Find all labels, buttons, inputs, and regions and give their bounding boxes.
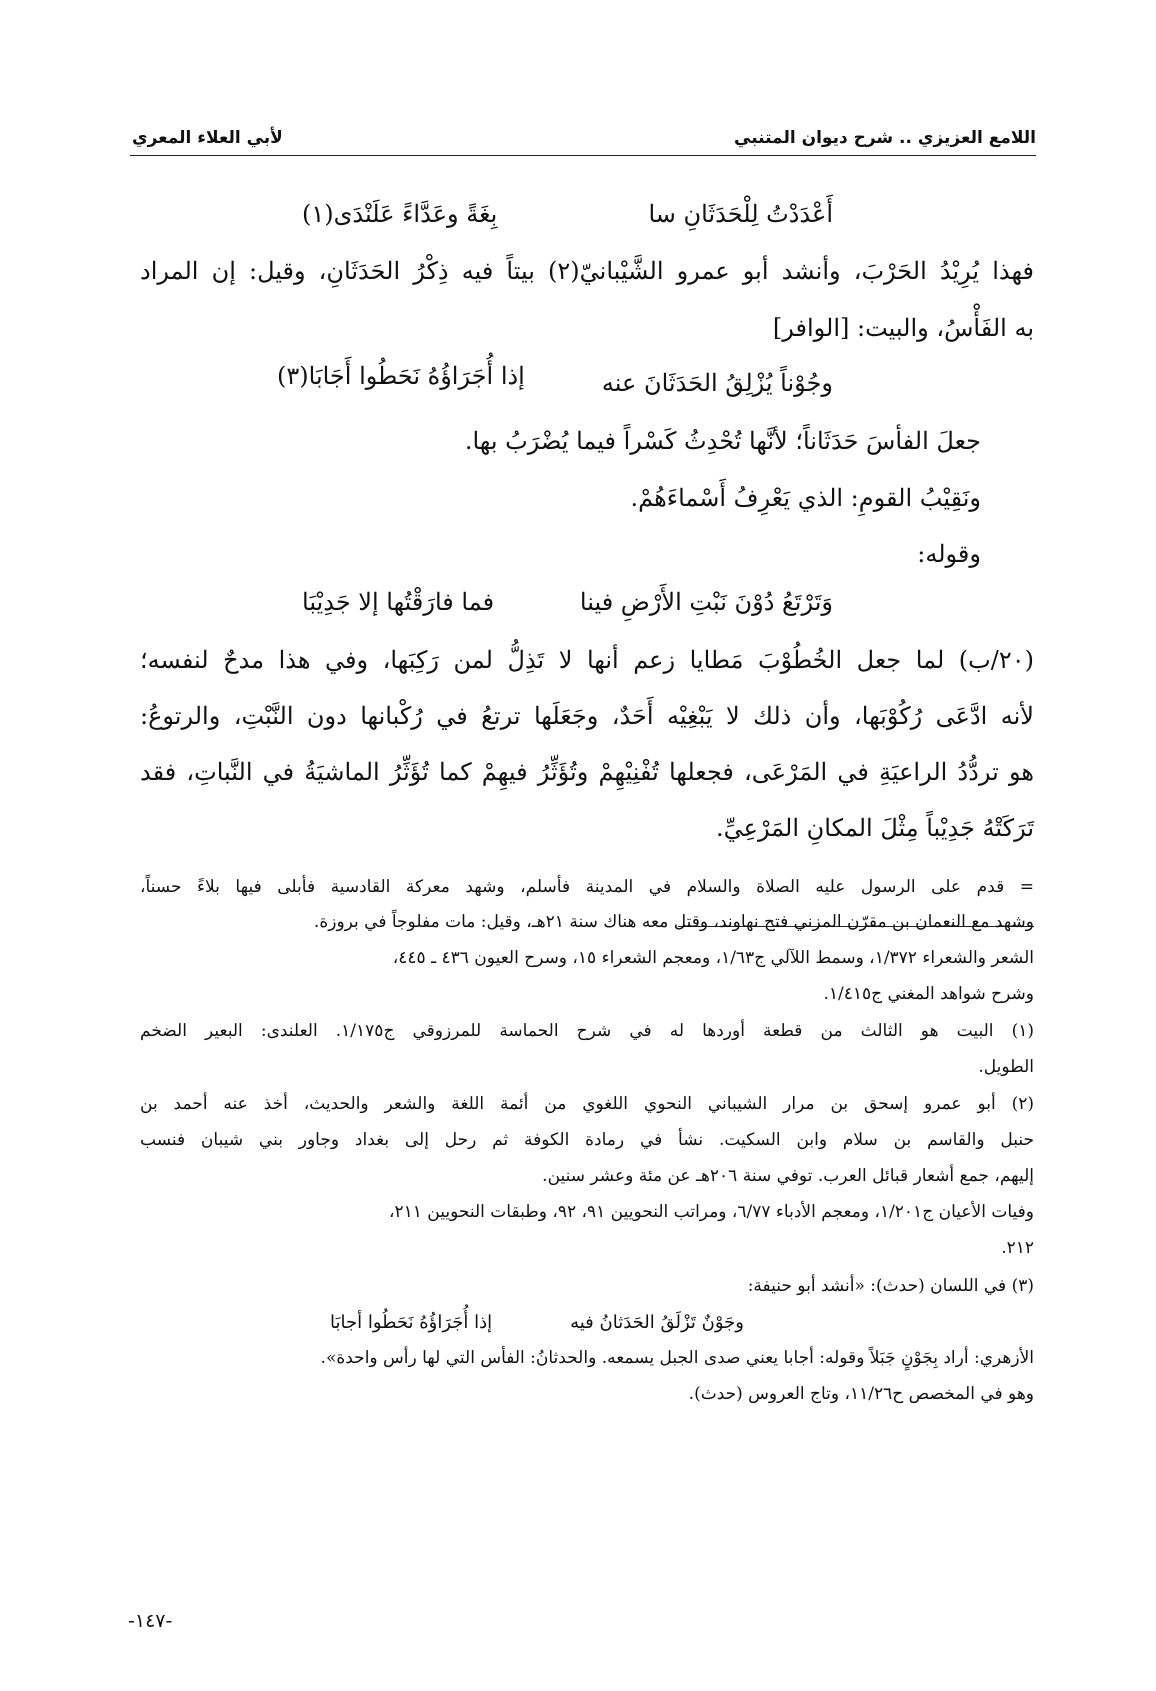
footnote-2-line4: وفيات الأعيان ج١/٢٠١، ومعجم الأدباء ٦/٧٧، ومراتب النحويين ٩١، ٩٢، وطبقات النحويين ٢١١،	[388, 1202, 1034, 1222]
running-header-author: لأبي العلاء المعري	[132, 128, 283, 148]
footnote-1-line2: الطويل.	[978, 1057, 1034, 1077]
para3-line2: لأنه ادَّعَى رُكُوْبَها، وأن ذلك لا يَبْغِيْه أَحَدٌ، وجَعَلَها ترتعُ في رُكْبانها دون النَّبْتِ، والرتوعُ:	[140, 702, 1034, 730]
para3-line4: تَرَكَتْهُ جَدِيْباً مِثْلَ المكانِ المَرْعِيِّ.	[715, 814, 1034, 842]
page-number: -١٤٧-	[128, 1610, 173, 1632]
footnote-3-line1: (٣) في اللسان (حدث): «أنشد أبو حنيفة:	[747, 1276, 1034, 1296]
footnote-2-line1: (٢) أبو عمرو إسحق بن مرار الشيباني النحوي اللغوي من أئمة اللغة والشعر والحديث، أخذ عنه أحمد بن	[140, 1094, 1034, 1114]
footnote-cont-line2: وشهد مع النعمان بن مقرّن المزني فتح نهاوند، وقتل معه هناك سنة ٢١هـ، وقيل: مات مفلوجاً في بروزة.	[313, 912, 1034, 932]
footnote-3-line2: الأزهري: أراد بِجَوْنٍ جَبَلاً وقوله: أجابا يعني صدى الجبل يسمعه. والحدثانُ: الفأس التي لها رأس واحدة».	[320, 1348, 1034, 1368]
verse2-second-hemistich: إذا أُجَرَاؤُهُ نَحَطُوا أَجَابَا(٣)	[277, 362, 525, 390]
footnote-3-line3: وهو في المخصص ح١١/٢٦، وتاج العروس (حدث).	[688, 1384, 1034, 1404]
verse1-second-hemistich: بِغَةً وعَدَّاءً عَلَنْدَى(١)	[302, 200, 498, 228]
header-rule	[130, 155, 1036, 156]
para2-line2: ونَقِيْبُ القومِ: الذي يَعْرِفُ أَسْماءَهُمْ.	[630, 484, 981, 512]
footnote-2-line2: حنبل والقاسم بن سلام وابن السكيت. نشأ في رمادة الكوفة ثم رحل إلى بغداد وجاور بني شيبان فنسب	[140, 1130, 1034, 1150]
para1-line2: به الفَأْسُ، والبيت: [الوافر]	[772, 314, 1034, 342]
para3-line3: هو تردُّدُ الراعيَةِ في المَرْعَى، فجعلها تُفْنِيْهِمْ وتُؤَثِّرُ فيهِمْ كما تُؤَثِّرُ الماشيَةُ في النَّباتِ، فقد	[140, 758, 1035, 786]
verse2-first-hemistich: وجُوْناً يُزْلِقُ الحَدَثَانَ عنه	[601, 369, 833, 397]
verse3-first-hemistich: وَتَرْتَعُ دُوْنَ نَبْتِ الأَرْضِ فينا	[579, 588, 833, 616]
footnote-3-verse-second: إذا أُجَرَاؤُهُ نَحَطُوا أجابَا	[330, 1312, 493, 1333]
para2-line1: جعلَ الفأسَ حَدَثَاناً؛ لأنَّها تُحْدِثُ كَسْراً فيما يُضْرَبُ بها.	[464, 427, 981, 455]
footnote-cont-line1: = قدم على الرسول عليه الصلاة والسلام في المدينة فأسلم، وشهد معركة القادسية فأبلى فيها بلاءً حسناً،	[140, 877, 1034, 897]
verse3-second-hemistich: فما فارَقْتُها إلا جَدِيْبَا	[302, 588, 495, 616]
para2-line3: وقوله:	[917, 540, 981, 568]
running-header-title: اللامع العزيزي .. شرح ديوان المتنبي	[734, 128, 1036, 148]
footnote-1-line1: (١) البيت هو الثالث من قطعة أوردها له في شرح الحماسة للمرزوقي ج١/١٧٥. العلندى: البعير الضخم	[140, 1021, 1034, 1041]
para3-line1: (٢٠/ب) لما جعل الخُطُوْبَ مَطايا زعم أنها لا تَذِلُّ لمن رَكِبَها، وفي هذا مدحٌ لنفسه؛	[140, 646, 1034, 674]
footnote-3-verse-first: وجَوْنٌ تَزْلَقُ الحَدَثانُ فيه	[570, 1312, 744, 1333]
footnote-cont-line3: الشعر والشعراء ١/٣٧٢، وسمط اللآلي ج١/٦٣، ومعجم الشعراء ١٥، وسرح العيون ٤٣٦ ـ ٤٤٥،	[392, 948, 1034, 968]
footnote-2-line5: ٢١٢.	[1001, 1238, 1034, 1258]
footnote-2-line3: إليهم، جمع أشعار قبائل العرب. توفي سنة ٢٠٦هـ عن مئة وعشر سنين.	[542, 1166, 1034, 1186]
para1-line1: فهذا يُرِيْدُ الحَرْبَ، وأنشد أبو عمرو الشَّيْبانيّ(٢) بيتاً فيه ذِكْرُ الحَدَثَانِ، وقيل: إن المراد	[140, 257, 1034, 285]
verse1-first-hemistich: أَعْدَدْتُ لِلْحَدَثَانِ سا	[648, 200, 833, 228]
footnote-cont-line4: وشرح شواهد المغني ج١/٤١٥.	[823, 984, 1034, 1004]
